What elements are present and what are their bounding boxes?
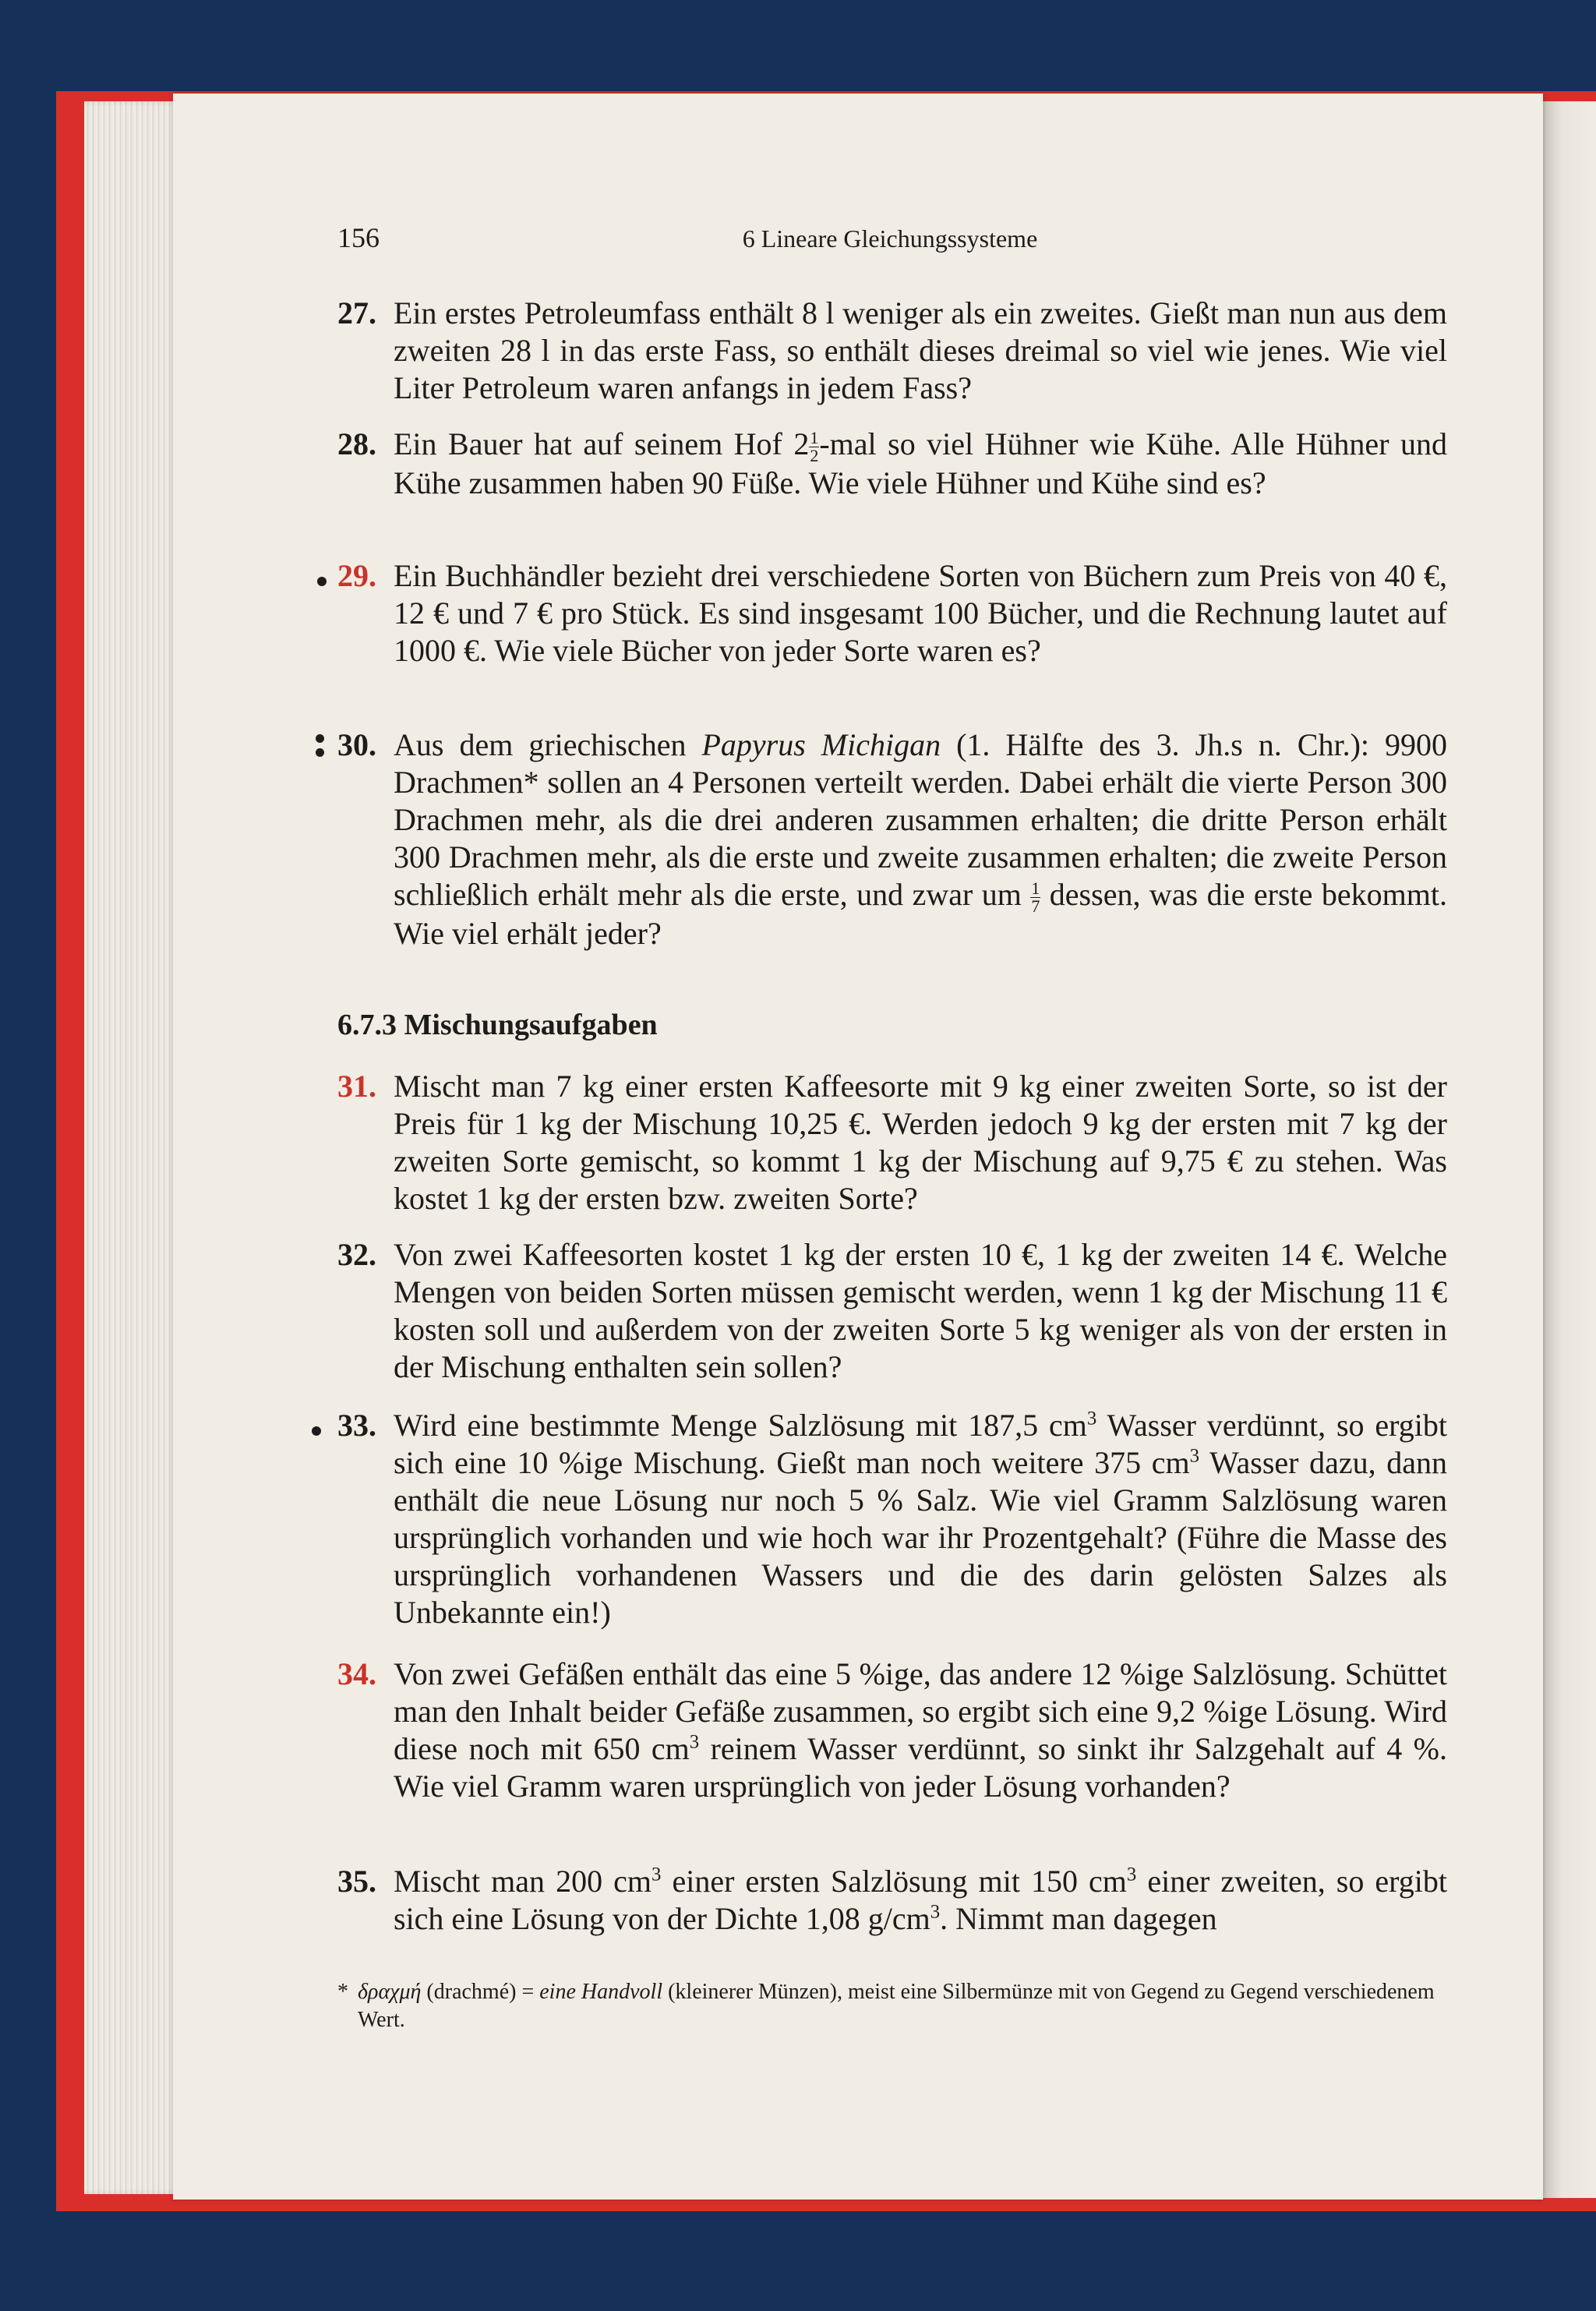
problem-number: 34. <box>337 1656 376 1691</box>
section-heading: 6.7.3 Mischungsaufgaben <box>337 1009 658 1041</box>
problem-text: Mischt man 7 kg einer ersten Kaffeesorte mit 9 kg einer zweiten Sorte, so ist der Preis für 1 kg der Mischung 10,25 €. Werden jedoch 9 kg der ersten mit 7 kg der zweiten Sorte gemischt, so kommt 1 kg der Mischung auf 9,75 € zu stehen. Was kostet 1 kg der ersten bzw. zweiten Sorte? <box>394 1069 1447 1216</box>
problem-29 <box>337 557 1447 670</box>
page-number: 156 <box>337 222 380 253</box>
footnote-mark: * <box>337 1980 348 2004</box>
problem-31 <box>337 1068 1447 1217</box>
problem-34 <box>337 1656 1447 1805</box>
difficulty-bullet <box>316 734 324 743</box>
problem-text: Von zwei Kaffeesorten kostet 1 kg der ersten 10 €, 1 kg der zweiten 14 €. Welche Mengen von beiden Sorten müssen gemischt werden, wenn 1 kg der Mischung 11 € kosten soll und außerdem von der zweiten Sorte 5 kg weniger als von der ersten in der Mischung enthalten sein sollen? <box>394 1237 1447 1384</box>
footnote <box>337 1978 1444 2034</box>
problem-number: 27. <box>337 295 376 330</box>
problem-32 <box>337 1236 1447 1386</box>
book-gutter <box>1543 101 1596 2198</box>
problem-text: Wird eine bestimmte Menge Salzlösung mit 187,5 $cm^3$ Wasser verdünnt, so ergibt sich eine 10 %ige Mischung. Gießt man noch weitere 375 $cm^3$ Wasser dazu, dann enthält die neue Lösung nur noch 5 % Salz. Wie viel Gramm Salzlösung waren ursprünglich vorhanden und wie hoch war ihr Prozentgehalt? (Führe die Masse des ursprünglich vorhandenen Wassers und die des darin gelösten Salzes als Unbekannte ein!) <box>394 1408 1447 1630</box>
problem-number: 29. <box>337 558 376 593</box>
page-header <box>337 221 1442 260</box>
problem-text: Mischt man 200 $cm^3$ einer ersten Salzlösung mit 150 $cm^3$ einer zweiten, so ergibt sich eine Lösung von der Dichte 1,08 $g/cm^3$. Nimmt man dagegen <box>394 1864 1447 1936</box>
problem-text: Aus dem griechischen Papyrus Michigan (1. Hälfte des 3. Jh.s n. Chr.): 9900 Drachmen* sollen an 4 Personen verteilt werden. Dabei erhält die vierte Person 300 Drachmen mehr, als die drei anderen zusammen erhalten; die dritte Person erhält 300 Drachmen mehr, als die erste und zweite zusammen erhalten; die zweite Person schließlich erhält mehr als die erste, und zwar um $\frac{1}{7}$ dessen, was die erste bekommt. Wie viel erhält jeder? <box>394 727 1447 952</box>
problem-27 <box>337 295 1447 407</box>
problem-number: 30. <box>337 727 376 762</box>
problem-33 <box>337 1407 1447 1631</box>
problem-35 <box>337 1863 1447 1938</box>
problem-number: 35. <box>337 1864 376 1899</box>
problem-text: Ein Bauer hat auf seinem Hof 2 $\frac{1}{2}$ -mal so viel Hühner wie Kühe. Alle Hühner und Kühe zusammen haben 90 Füße. Wie viele Hühner und Kühe sind es? <box>394 426 1447 501</box>
problem-number: 31. <box>337 1069 376 1104</box>
problem-text: Ein erstes Petroleumfass enthält 8 l weniger als ein zweites. Gießt man nun aus dem zweiten 28 l in das erste Fass, so enthält dieses dreimal so viel wie jenes. Wie viel Liter Petroleum waren anfangs in jedem Fass? <box>394 295 1447 405</box>
problem-28 <box>337 426 1447 502</box>
fraction: $\frac{1}{7}$ <box>1031 878 1040 917</box>
fraction: $\frac{1}{2}$ <box>810 428 819 466</box>
running-head: 6 Lineare Gleichungssysteme <box>742 224 1038 253</box>
problem-text: Ein Buchhändler bezieht drei verschiedene Sorten von Büchern zum Preis von 40 €, 12 € und 7 € pro Stück. Es sind insgesamt 100 Bücher, und die Rechnung lautet auf 1000 €. Wie viele Bücher von jeder Sorte waren es? <box>394 558 1447 668</box>
difficulty-bullet <box>317 577 327 586</box>
problem-number: 32. <box>337 1237 376 1272</box>
problem-text: Von zwei Gefäßen enthält das eine 5 %ige, das andere 12 %ige Salzlösung. Schüttet man den Inhalt beider Gefäße zusammen, so ergibt sich eine 9,2 %ige Lösung. Wird diese noch mit 650 $cm^3$ reinem Wasser verdünnt, so sinkt ihr Salzgehalt auf 4 %. Wie viel Gramm waren ursprünglich von jeder Lösung vorhanden? <box>394 1656 1447 1804</box>
problem-30 <box>337 726 1447 952</box>
difficulty-bullet <box>316 748 324 757</box>
difficulty-bullet <box>312 1426 321 1436</box>
problem-number: 28. <box>337 426 376 461</box>
footnote-text: δραχμή (drachmé) = eine Handvoll (kleinerer Münzen), meist eine Silbermünze mit von Gegend zu Gegend verschiedenem Wert. <box>358 1980 1435 2032</box>
problem-number: 33. <box>337 1408 376 1443</box>
